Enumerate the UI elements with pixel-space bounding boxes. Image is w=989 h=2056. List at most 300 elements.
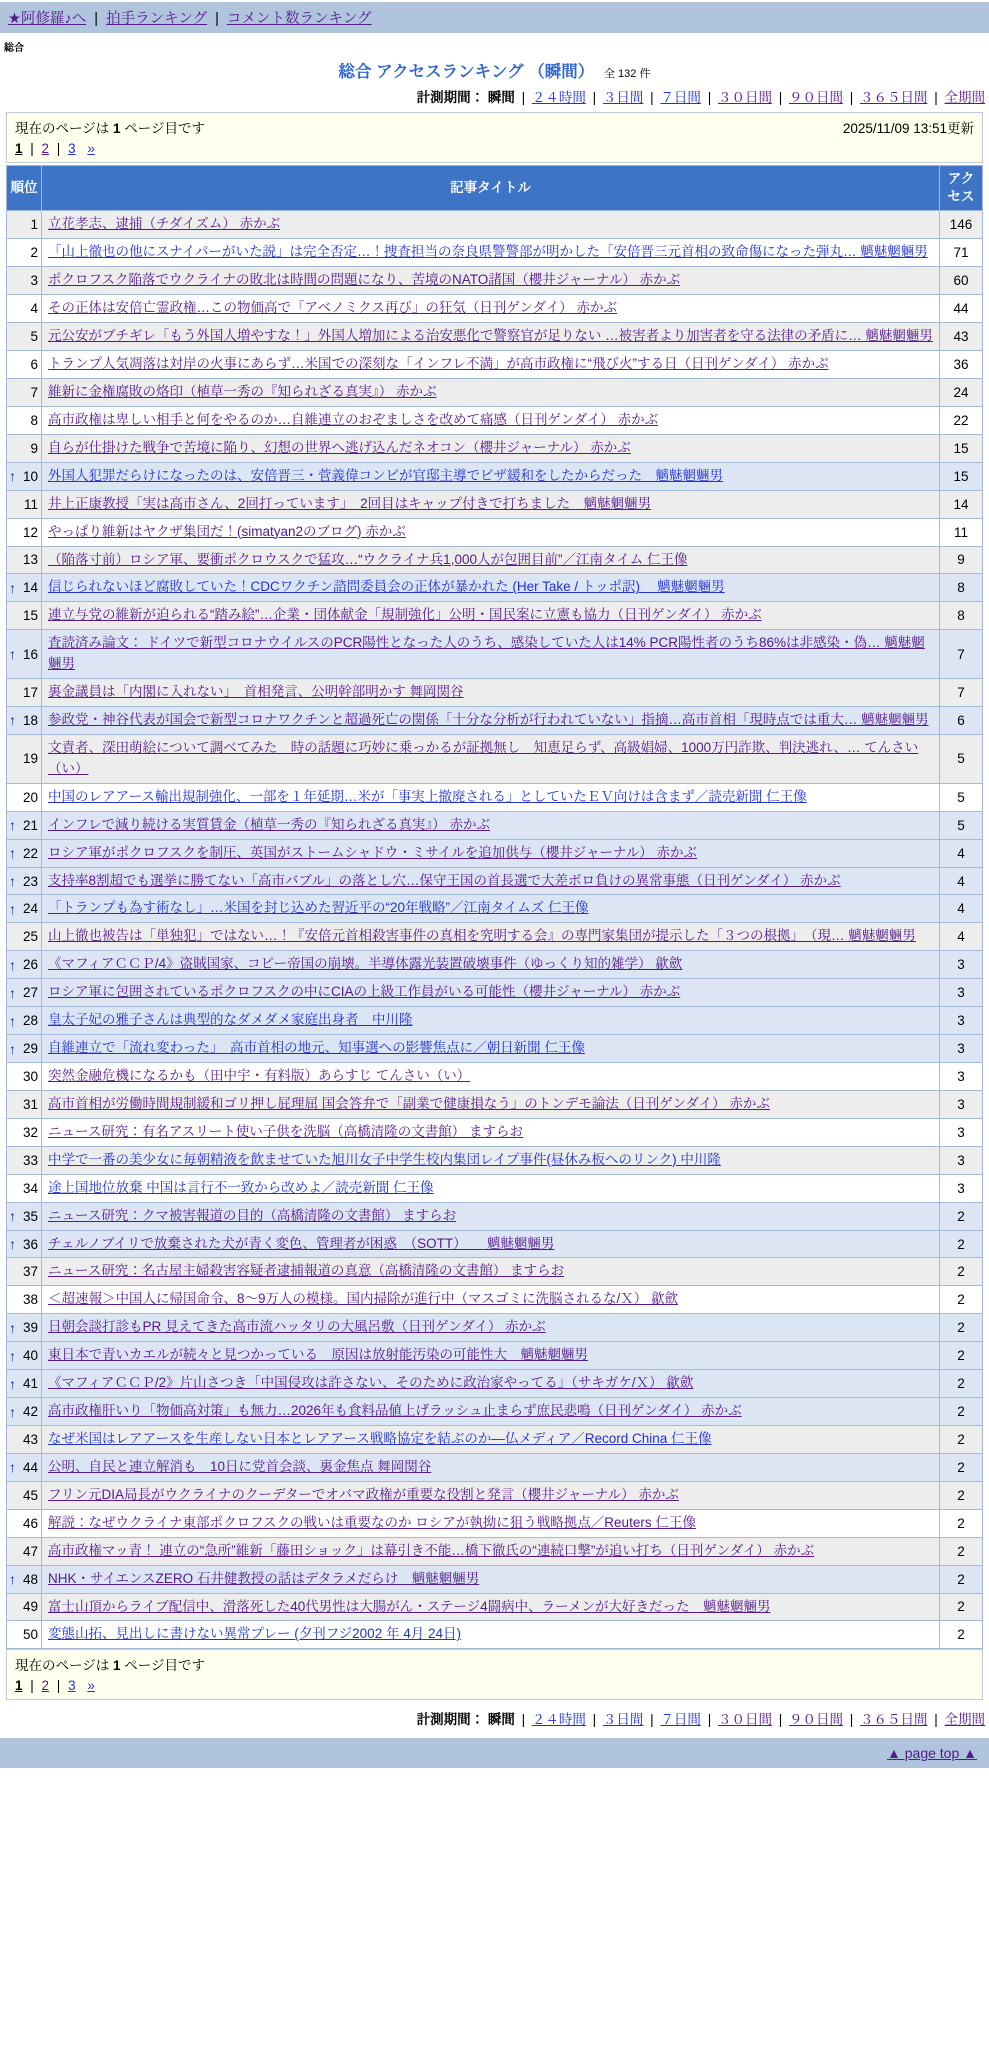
article-link[interactable]: ロシア軍に包囲されているポクロフスクの中にCIAの上級工作員がいる可能性（櫻井ジャーナル） 赤かぶ (48, 984, 681, 1000)
article-link[interactable]: ポクロフスク陥落でウクライナの敗北は時間の問題になり、苦境のNATO諸国（櫻井ジャーナル） 赤かぶ (48, 272, 681, 288)
top-link-bar (0, 2, 989, 33)
period-label: 計測期間： (416, 1712, 488, 1728)
period-link[interactable]: ７日間 (660, 90, 701, 105)
period-link[interactable]: ２４時間 (531, 90, 586, 105)
access-count: 2 (940, 1481, 983, 1509)
topbar-link[interactable]: コメント数ランキング (226, 11, 372, 27)
rank-cell (7, 239, 42, 267)
table-row (7, 518, 983, 546)
rank-number: 28 (22, 1013, 38, 1029)
rank-cell (7, 895, 42, 923)
separator: | (930, 1712, 942, 1728)
access-count: 2 (940, 1537, 983, 1565)
table-row (7, 1063, 983, 1091)
article-title-cell (42, 1453, 940, 1481)
access-count: 4 (940, 839, 983, 867)
period-link[interactable]: ９０日間 (788, 90, 843, 105)
rank-number: 41 (22, 1376, 38, 1392)
access-count: 2 (940, 1621, 983, 1649)
rank-cell (7, 951, 42, 979)
article-link[interactable]: 連立与党の維新が迫られる“踏み絵”…企業・団体献金「規制強化」公明・国民案に立憲も協力（日刊ゲンダイ） 赤かぶ (48, 607, 762, 623)
rank-cell (7, 323, 42, 351)
table-row (7, 679, 983, 707)
article-link[interactable]: 井上正康教授「実は高市さん、2回打っています」 2回目はキャップ付きで打ちました 魑魅魍魎男 (48, 495, 652, 511)
table-row (7, 1258, 983, 1286)
column-header-title: 記事タイトル (42, 166, 940, 211)
rank-cell (7, 378, 42, 406)
access-count: 5 (940, 734, 983, 783)
pagination-page-link[interactable]: 2 (41, 1678, 50, 1694)
rank-cell (7, 602, 42, 630)
article-link[interactable]: インフレで減り続ける実質賃金（植草一秀の『知られざる真実』） 赤かぶ (48, 816, 490, 832)
article-title-cell (42, 1370, 940, 1398)
article-link[interactable]: 高市首相が労働時間規制緩和ゴリ押し屁理屈 国会答弁で「副業で健康損なう」のトンデモ論法（日刊ゲンダイ） 赤かぶ (48, 1095, 770, 1111)
table-row (7, 1593, 983, 1621)
separator: | (774, 90, 786, 105)
ranking-table-body (7, 211, 983, 1649)
rank-number: 7 (30, 384, 38, 400)
rank-cell (7, 1621, 42, 1649)
separator: | (646, 1712, 658, 1728)
table-row (7, 1426, 983, 1454)
table-row (7, 951, 983, 979)
access-count: 3 (940, 1146, 983, 1174)
article-link[interactable]: ＜超速報＞中国人に帰国命令、8〜9万人の模様。国内掃除が進行中（マスゴミに洗脳されるな/Ｘ） 歙歛 (48, 1291, 679, 1307)
rank-cell (7, 630, 42, 679)
article-title-cell (42, 951, 940, 979)
article-link[interactable]: 参政党・神谷代表が国会で新型コロナワクチンと超過死亡の関係「十分な分析が行われていない」指摘…高市首相「現時点では重大… 魑魅魍魎男 (48, 712, 929, 728)
rank-cell (7, 867, 42, 895)
rank-number: 14 (22, 580, 38, 596)
article-title-cell (42, 211, 940, 239)
rank-cell (7, 518, 42, 546)
rank-up-icon: ↑ (9, 956, 16, 973)
article-link[interactable]: ニュース研究：名古屋主婦殺害容疑者逮捕報道の真意（高橋清隆の文書館） ますらお (48, 1263, 565, 1279)
article-link[interactable]: 高市政権マッ青！ 連立の“急所”維新「藤田ショック」は幕引き不能…橋下徹氏の“連続口撃”が追い打ち（日刊ゲンダイ） 赤かぶ (48, 1542, 815, 1558)
rank-number: 37 (22, 1264, 38, 1280)
rank-number: 38 (22, 1292, 38, 1308)
rank-number: 15 (22, 608, 38, 624)
table-row (7, 1090, 983, 1118)
access-count: 4 (940, 923, 983, 951)
article-title-cell (42, 1426, 940, 1454)
access-count: 2 (940, 1398, 983, 1426)
rank-number: 46 (22, 1515, 38, 1531)
separator: | (703, 1712, 715, 1728)
article-title-cell (42, 630, 940, 679)
rank-number: 50 (22, 1627, 38, 1643)
separator: | (517, 1712, 529, 1728)
period-link[interactable]: ３６５日間 (859, 1712, 928, 1728)
rank-up-icon: ↑ (9, 845, 16, 862)
article-link[interactable]: 公明、自民と連立解消も 10日に党首会談、裏金焦点 舞岡関谷 (48, 1458, 432, 1474)
rank-cell (7, 1398, 42, 1426)
article-title-cell (42, 434, 940, 462)
access-count: 3 (940, 1063, 983, 1091)
rank-number: 6 (30, 357, 38, 372)
article-title-cell (42, 295, 940, 323)
access-count: 7 (940, 630, 983, 679)
article-title-cell (42, 979, 940, 1007)
rank-number: 16 (22, 646, 38, 662)
table-row (7, 490, 983, 518)
rank-number: 29 (22, 1041, 38, 1057)
article-title-cell (42, 1621, 940, 1649)
rank-number: 17 (22, 685, 38, 701)
rank-number: 12 (22, 524, 38, 540)
article-title-cell (42, 1090, 940, 1118)
access-count: 43 (940, 323, 983, 351)
article-title-cell (42, 1035, 940, 1063)
article-link[interactable]: その正体は安倍亡霊政権…この物価高で「アベノミクス再び」の狂気（日刊ゲンダイ） 赤かぶ (48, 300, 617, 316)
article-title-cell (42, 267, 940, 295)
separator: | (90, 11, 103, 27)
period-link[interactable]: 全期間 (944, 1712, 985, 1728)
rank-number: 19 (22, 751, 38, 767)
table-row (7, 1118, 983, 1146)
column-header-access: アクセス (940, 166, 983, 211)
rank-cell (7, 546, 42, 574)
access-count: 5 (940, 783, 983, 811)
article-title-cell (42, 1286, 940, 1314)
pagination-page-link[interactable]: 2 (41, 141, 50, 156)
access-count: 36 (940, 351, 983, 379)
table-row (7, 406, 983, 434)
table-row (7, 811, 983, 839)
rank-up-icon: ↑ (9, 468, 16, 485)
rank-up-icon: ↑ (9, 1571, 16, 1588)
table-row (7, 1286, 983, 1314)
rank-cell (7, 1230, 42, 1258)
article-title-cell (42, 679, 940, 707)
access-count: 3 (940, 1174, 983, 1202)
period-link[interactable]: ３０日間 (717, 1712, 772, 1728)
pagination-current: 1 (15, 141, 23, 156)
rank-number: 21 (22, 817, 38, 833)
rank-up-icon: ↑ (9, 646, 16, 663)
table-row (7, 1621, 983, 1649)
rank-cell (7, 1314, 42, 1342)
rank-cell (7, 434, 42, 462)
table-row (7, 1314, 983, 1342)
rank-number: 25 (22, 929, 38, 945)
article-title-cell (42, 1537, 940, 1565)
pagination-page-link[interactable]: 3 (68, 141, 76, 156)
article-link[interactable]: ニュース研究：有名アスリート使い子供を洗脳（高橋清隆の文書館） ますらお (48, 1123, 524, 1139)
access-count: 44 (940, 295, 983, 323)
article-link[interactable]: フリン元DIA局長がウクライナのクーデターでオバマ政権が重要な役割と発言（櫻井ジャーナル） 赤かぶ (48, 1486, 679, 1502)
rank-up-icon: ↑ (9, 873, 16, 890)
rank-up-icon: ↑ (9, 900, 16, 917)
rank-cell (7, 1286, 42, 1314)
rank-cell (7, 1258, 42, 1286)
rank-number: 2 (30, 245, 38, 261)
page-info-box-bottom (6, 1649, 983, 1700)
rank-number: 48 (22, 1571, 38, 1587)
topbar-link[interactable]: ★阿修羅♪へ (8, 11, 87, 27)
pagination-top (15, 141, 974, 156)
rank-up-icon: ↑ (9, 1236, 16, 1252)
article-title-cell (42, 602, 940, 630)
rank-cell (7, 295, 42, 323)
rank-up-icon: ↑ (9, 817, 16, 834)
rank-number: 8 (30, 412, 38, 428)
period-link[interactable]: ３日間 (602, 90, 644, 105)
access-count: 3 (940, 1090, 983, 1118)
article-link[interactable]: なぜ米国はレアアースを生産しない日本とレアアース戦略協定を結ぶのか―仏メディア／Record China 仁王像 (48, 1431, 712, 1446)
table-row (7, 1202, 983, 1230)
rank-cell (7, 1481, 42, 1509)
article-link[interactable]: 途上国地位放棄 中国は言行不一致から改めよ／読売新聞 仁王像 (48, 1179, 434, 1195)
current-page-suffix: ページ目です (120, 121, 205, 136)
article-link[interactable]: 変態山拓、見出しに書けない異常プレー (夕刊フジ2002 年 4月 24日) (48, 1626, 461, 1642)
article-title-cell (42, 462, 940, 490)
article-title-cell (42, 1314, 940, 1342)
rank-up-icon: ↑ (9, 984, 16, 1001)
article-link[interactable]: 裏金議員は「内閣に入れない」 首相発言、公明幹部明かす 舞岡関谷 (48, 684, 464, 700)
rank-up-icon: ↑ (9, 1459, 16, 1476)
table-row (7, 895, 983, 923)
article-link[interactable]: チェルノブイリで放棄された犬が青く変色、管理者が困惑 （SOTT） 魑魅魍魎男 (48, 1235, 555, 1251)
article-link[interactable]: 富士山頂からライブ配信中、滑落死した40代男性は大腸がん・ステージ4闘病中、ラーメンが大好きだった 魑魅魍魎男 (48, 1598, 771, 1614)
article-link[interactable]: 高市政権肝いり「物価高対策」も無力…2026年も食料品値上げラッシュ止まらず庶民悲鳴（日刊ゲンダイ） 赤かぶ (48, 1403, 742, 1419)
article-link[interactable]: 解説：なぜウクライナ東部ポクロフスクの戦いは重要なのか ロシアが執拗に狙う戦略拠点／Reuters 仁王像 (48, 1514, 696, 1530)
article-title-cell (42, 1565, 940, 1593)
page-info-box-top (6, 112, 983, 163)
article-link[interactable]: 日朝会談打診もPR 見えてきた高市流ハッタリの大風呂敷（日刊ゲンダイ） 赤かぶ (48, 1319, 546, 1335)
rank-cell (7, 1593, 42, 1621)
article-title-cell (42, 518, 940, 546)
period-link[interactable]: ２４時間 (531, 1712, 586, 1728)
rank-cell (7, 1063, 42, 1091)
separator (80, 1678, 84, 1693)
current-page-suffix: ページ目です (120, 1658, 205, 1674)
access-count: 6 (940, 707, 983, 735)
article-link[interactable]: 東日本で青いカエルが続々と見つかっている 原因は放射能汚染の可能性大 魑魅魍魎男 (48, 1347, 588, 1363)
rank-up-icon: ↑ (9, 1347, 16, 1364)
rank-up-icon: ↑ (9, 1319, 16, 1336)
rank-number: 44 (22, 1459, 38, 1475)
rank-number: 18 (22, 712, 38, 728)
page-top-link[interactable]: ▲ page top ▲ (887, 1745, 977, 1762)
access-count: 22 (940, 406, 983, 434)
article-link[interactable]: 信じられないほど腐敗していた！CDCワクチン諮問委員会の正体が暴かれた (Her Take / トッポ訳) 魑魅魍魎男 (48, 579, 725, 595)
article-title-cell (42, 923, 940, 951)
table-row (7, 867, 983, 895)
access-count: 2 (940, 1258, 983, 1286)
article-link[interactable]: トランプ人気凋落は対岸の火事にあらず…米国での深刻な「インフレ不満」が高市政権に“飛び火”する日（日刊ゲンダイ） 赤かぶ (48, 356, 829, 372)
article-link[interactable]: ニュース研究：クマ被害報道の目的（高橋清隆の文書館） ますらお (48, 1207, 457, 1223)
table-row (7, 462, 983, 490)
article-title-cell (42, 734, 940, 783)
pagination-next-link[interactable]: » (87, 1678, 95, 1694)
rank-cell (7, 1342, 42, 1370)
table-row (7, 1509, 983, 1537)
rank-number: 36 (22, 1236, 38, 1252)
article-title-cell (42, 351, 940, 379)
article-link[interactable]: NHK・サイエンスZERO 石井健教授の話はデタラメだらけ 魑魅魍魎男 (48, 1570, 480, 1586)
article-link[interactable]: 中国のレアアース輸出規制強化、一部を１年延期…米が「事実上撤廃される」としていたＥＶ向けは含まず／読売新聞 仁王像 (48, 788, 807, 804)
rank-cell (7, 979, 42, 1007)
access-count: 2 (940, 1230, 983, 1258)
article-link[interactable]: やっぱり維新はヤクザ集団だ！(simatyan2のブログ) 赤かぶ (48, 523, 406, 539)
table-row (7, 1453, 983, 1481)
rank-cell (7, 1174, 42, 1202)
article-title-cell (42, 783, 940, 811)
article-title-cell (42, 1202, 940, 1230)
table-row (7, 630, 983, 679)
updated-timestamp: 2025/11/09 13:51更新 (842, 121, 974, 136)
rank-cell (7, 351, 42, 379)
rank-number: 30 (22, 1068, 38, 1084)
article-title-cell (42, 1118, 940, 1146)
rank-cell (7, 1007, 42, 1035)
article-link[interactable]: 《マフィアＣＣＰ/2》片山さつき「中国侵攻は許さない、そのために政治家やってる」（サキガケ/Ｘ） 歙歛 (48, 1375, 694, 1391)
rank-number: 26 (22, 957, 38, 973)
rank-number: 43 (22, 1431, 38, 1447)
rank-number: 4 (30, 301, 38, 317)
access-count: 5 (940, 811, 983, 839)
article-link[interactable]: 皇太子妃の雅子さんは典型的なダメダメ家庭出身者 中川隆 (48, 1012, 413, 1028)
access-count: 2 (940, 1314, 983, 1342)
article-link[interactable]: 山上徹也被告は「単独犯」ではない…！『安倍元首相殺害事件の真相を究明する会』の専門家集団が提示した「３つの根拠」 （現… 魑魅魍魎男 (48, 928, 916, 944)
article-link[interactable]: （陥落寸前）ロシア軍、要衝ポクロウスクで猛攻…“ウクライナ兵1,000人が包囲目前”／江南タイム 仁王像 (48, 551, 688, 567)
table-row (7, 1146, 983, 1174)
article-title-cell (42, 1174, 940, 1202)
rank-cell (7, 574, 42, 602)
table-row (7, 1035, 983, 1063)
article-link[interactable]: 文責者、深田萌絵について調べてみた 時の話題に巧妙に乗っかるが証拠無し 知恵足らず、高級娼婦、1000万円詐欺、判決逃れ、… てんさい（い） (48, 739, 919, 776)
access-count: 2 (940, 1342, 983, 1370)
article-title-cell (42, 490, 940, 518)
table-row (7, 267, 983, 295)
table-row (7, 378, 983, 406)
article-link[interactable]: 「トランプも為す術なし」…米国を封じ込めた習近平の“20年戦略”／江南タイムズ 仁王像 (48, 900, 589, 916)
table-row (7, 783, 983, 811)
rank-up-icon: ↑ (9, 1208, 16, 1225)
separator: | (588, 1712, 600, 1728)
access-count: 8 (940, 574, 983, 602)
article-link[interactable]: 外国人犯罪だらけになったのは、安倍晋三・菅義偉コンビが官邸主導でビザ緩和をしたからだった 魑魅魍魎男 (48, 467, 723, 483)
article-link[interactable]: 立花孝志、逮捕（チダイズム） 赤かぶ (48, 216, 281, 232)
period-link[interactable]: ３日間 (602, 1712, 644, 1728)
article-link[interactable]: 自らが仕掛けた戦争で苦境に陥り、幻想の世界へ逃げ込んだネオコン（櫻井ジャーナル） 赤かぶ (48, 439, 631, 455)
pagination-page-link[interactable]: 3 (68, 1678, 76, 1694)
article-title-cell (42, 1509, 940, 1537)
table-row (7, 979, 983, 1007)
separator: | (774, 1712, 786, 1728)
rank-cell (7, 267, 42, 295)
rank-number: 24 (22, 901, 38, 917)
pagination-next-link[interactable]: » (87, 141, 95, 156)
article-link[interactable]: 査読済み論文： ドイツで新型コロナウイルスのPCR陽性となった人のうち、感染していた人は14% PCR陽性者のうち86%は非感染・偽… 魑魅魍魎男 (48, 635, 925, 672)
rank-number: 3 (30, 273, 38, 289)
article-link[interactable]: 高市政権は卑しい相手と何をやるのか…自維連立のおぞましさを改めて痛感（日刊ゲンダイ） 赤かぶ (48, 411, 659, 427)
article-title-cell (42, 1258, 940, 1286)
bottom-spacer (0, 1768, 989, 1794)
access-count: 7 (940, 679, 983, 707)
period-link[interactable]: ３０日間 (717, 90, 772, 105)
rank-number: 27 (22, 985, 38, 1001)
access-count: 2 (940, 1593, 983, 1621)
article-link[interactable]: 元公安がブチギレ「もう外国人増やすな！」外国人増加による治安悪化で警察官が足りない …被害者より加害者を守る法律の矛盾に… 魑魅魍魎男 (48, 328, 933, 344)
rank-cell (7, 462, 42, 490)
access-count: 3 (940, 951, 983, 979)
rank-number: 11 (23, 496, 38, 512)
period-link[interactable]: ３６５日間 (859, 90, 928, 105)
separator: | (930, 90, 942, 105)
article-link[interactable]: 維新に金権腐敗の烙印（植草一秀の『知られざる真実』） 赤かぶ (48, 383, 437, 399)
table-row (7, 1537, 983, 1565)
access-count: 146 (940, 211, 983, 239)
access-count: 2 (940, 1370, 983, 1398)
page-title: 総合 アクセスランキング （瞬間） (338, 63, 595, 81)
separator: | (845, 1712, 857, 1728)
rank-number: 35 (22, 1208, 38, 1224)
topbar-link[interactable]: 拍手ランキング (106, 11, 208, 27)
access-count: 24 (940, 378, 983, 406)
table-row (7, 1565, 983, 1593)
period-link[interactable]: ９０日間 (788, 1712, 843, 1728)
rank-number: 47 (22, 1543, 38, 1559)
table-row (7, 1342, 983, 1370)
current-page-prefix: 現在のページは (15, 1658, 113, 1674)
article-link[interactable]: 「山上徹也の他にスナイパーがいた説」は完全否定…！捜査担当の奈良県警警部が明かした「安倍晋三元首相の致命傷になった弾丸… 魑魅魍魎男 (48, 244, 928, 260)
access-count: 11 (940, 518, 983, 546)
access-count: 2 (940, 1286, 983, 1314)
article-title-cell (42, 1230, 940, 1258)
period-link[interactable]: ７日間 (660, 1712, 701, 1728)
rank-number: 40 (22, 1348, 38, 1364)
access-count: 15 (940, 462, 983, 490)
article-title-cell (42, 1342, 940, 1370)
table-row (7, 295, 983, 323)
rank-number: 42 (22, 1404, 38, 1420)
rank-cell (7, 1118, 42, 1146)
article-title-cell (42, 239, 940, 267)
rank-number: 10 (22, 468, 38, 484)
article-link[interactable]: 突然金融危機になるかも（田中宇・有料版）あらすじ てんさい（い） (48, 1068, 471, 1084)
separator: | (517, 90, 529, 105)
rank-number: 20 (22, 789, 38, 805)
access-count: 2 (940, 1565, 983, 1593)
article-link[interactable]: 《マフィアＣＣＰ/4》盗賊国家、コピー帝国の崩壊。半導体露光装置破壊事件（ゆっくり知的雑学） 歙歛 (48, 956, 683, 972)
separator: | (845, 90, 857, 105)
article-link[interactable]: 支持率8割超でも選挙に勝てない「高市バブル」の落とし穴…保守王国の首長選で大差ボロ負けの異常事態（日刊ゲンダイ） 赤かぶ (48, 872, 841, 888)
access-count: 60 (940, 267, 983, 295)
rank-cell (7, 406, 42, 434)
rank-cell (7, 1370, 42, 1398)
period-current: 瞬間 (487, 90, 515, 105)
access-count: 3 (940, 1007, 983, 1035)
article-link[interactable]: 中学で一番の美少女に毎朝精液を飲ませていた旭川女子中学生校内集団レイプ事件(昼休み板へのリンク) 中川隆 (48, 1151, 721, 1167)
table-row (7, 1481, 983, 1509)
separator (80, 141, 84, 156)
article-link[interactable]: 自維連立で「流れ変わった」 高市首相の地元、知事選への影響焦点に／朝日新聞 仁王像 (48, 1040, 585, 1056)
rank-cell (7, 1035, 42, 1063)
rank-cell (7, 490, 42, 518)
rank-up-icon: ↑ (9, 1040, 16, 1057)
table-row (7, 211, 983, 239)
rank-number: 49 (22, 1599, 38, 1615)
rank-number: 45 (22, 1487, 38, 1503)
rank-number: 5 (30, 329, 38, 345)
footer-bar (0, 1738, 989, 1768)
period-link[interactable]: 全期間 (944, 90, 985, 105)
separator: | (646, 90, 658, 105)
article-link[interactable]: ロシア軍がポクロフスクを制圧、英国がストームシャドウ・ミサイルを追加供与（櫻井ジャーナル） 赤かぶ (48, 844, 698, 860)
rank-up-icon: ↑ (9, 579, 16, 596)
